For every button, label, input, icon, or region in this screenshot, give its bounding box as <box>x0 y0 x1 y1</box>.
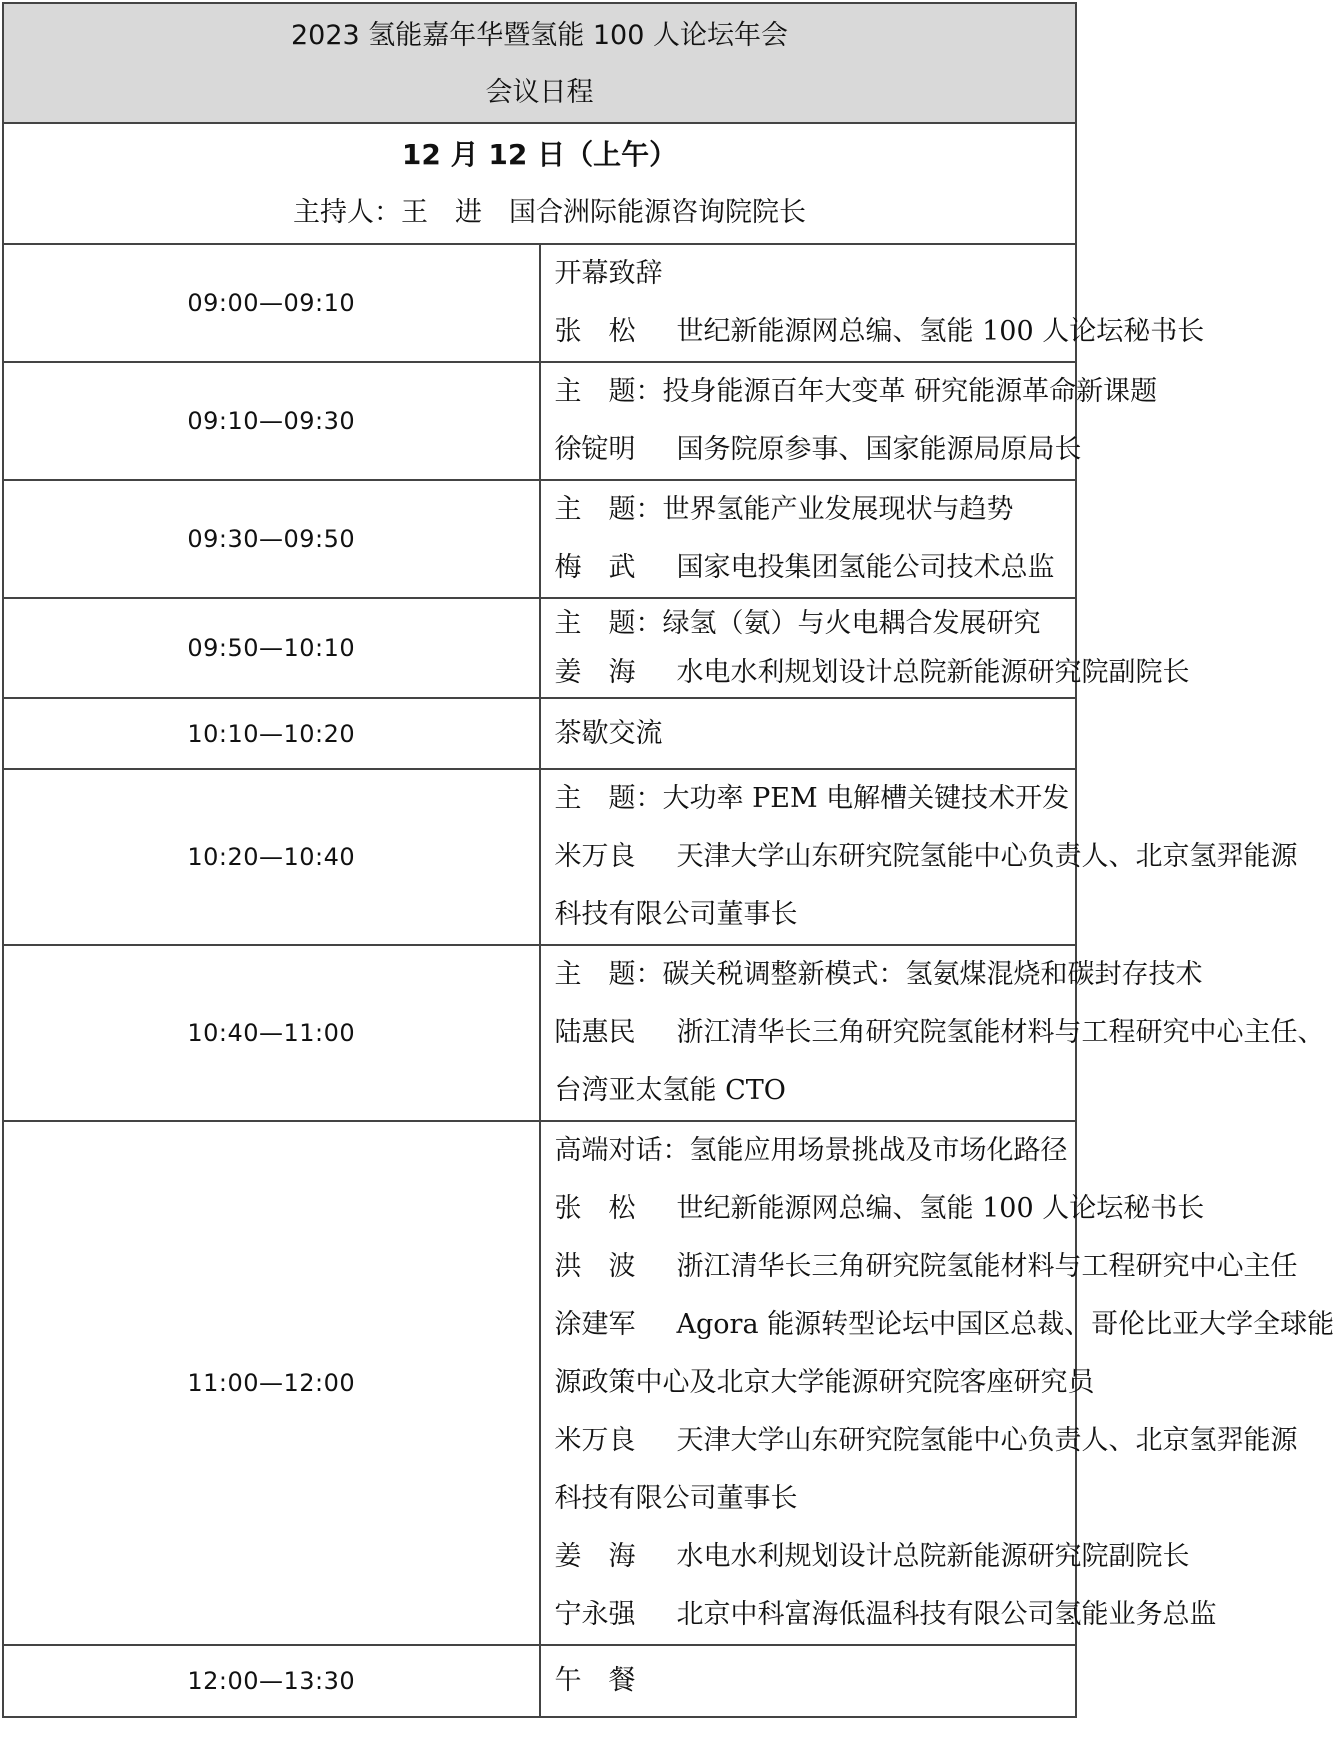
session-detail <box>540 698 1077 769</box>
time-slot: 10:40—11:00 <box>3 945 540 1121</box>
detail-line <box>554 421 1082 479</box>
topic-label: 主 题： <box>554 376 663 407</box>
detail-text: 世界氢能产业发展现状与趋势 <box>662 494 1014 525</box>
speaker-name: 涂建军 <box>554 1309 636 1340</box>
detail-line <box>555 770 1072 828</box>
speaker-name: 徐锭明 <box>554 434 636 465</box>
session-date: 12 月 12 日（上午） <box>401 137 678 171</box>
detail-text: 氢能应用场景挑战及市场化路径 <box>689 1135 1068 1166</box>
detail-text: 天津大学山东研究院氢能中心负责人、北京氢羿能源 <box>676 841 1298 872</box>
detail-line <box>554 1412 1298 1470</box>
detail-text: 源政策中心及北京大学能源研究院客座研究员 <box>554 1367 1095 1398</box>
header-row <box>3 3 1076 123</box>
detail-text: 碳关税调整新模式：氢氨煤混烧和碳封存技术 <box>662 959 1203 990</box>
detail-text: 水电水利规划设计总院新能源研究院副院长 <box>676 657 1190 688</box>
detail-line <box>555 886 1072 944</box>
detail-text: 浙江清华长三角研究院氢能材料与工程研究中心主任、 <box>676 1017 1325 1048</box>
speaker-name: 米万良 <box>554 1425 636 1456</box>
speaker-name: 姜 海 <box>554 657 636 688</box>
speaker-name: 陆惠民 <box>554 1017 636 1048</box>
page-subtitle: 会议日程 <box>485 77 594 108</box>
detail-text: 北京中科富海低温科技有限公司氢能业务总监 <box>676 1599 1217 1630</box>
session-detail <box>540 598 1190 698</box>
detail-line <box>555 539 1072 597</box>
session-detail <box>540 945 1325 1121</box>
detail-text: 世纪新能源网总编、氢能 100 人论坛秘书长 <box>676 316 1205 347</box>
topic-label: 主 题： <box>554 608 663 639</box>
time-slot: 09:50—10:10 <box>3 598 540 698</box>
session-detail <box>540 1121 1334 1645</box>
schedule-row <box>3 1645 1076 1717</box>
detail-text: 台湾亚太氢能 CTO <box>554 1075 786 1106</box>
schedule-row <box>3 1121 1076 1645</box>
detail-line <box>554 363 1158 421</box>
detail-line <box>555 481 1072 539</box>
detail-line <box>554 1238 1298 1296</box>
detail-line <box>554 1586 1217 1644</box>
session-detail <box>540 1645 1077 1717</box>
time-slot: 09:00—09:10 <box>3 244 540 362</box>
time-slot: 09:30—09:50 <box>3 480 540 598</box>
time-slot: 10:20—10:40 <box>3 769 540 945</box>
schedule-row <box>3 244 1076 362</box>
topic-label: 高端对话： <box>554 1135 690 1166</box>
session-host: 主持人：王 进 国合洲际能源咨询院院长 <box>293 196 806 228</box>
detail-line <box>554 946 1203 1004</box>
schedule-row <box>3 769 1076 945</box>
detail-line <box>555 705 1072 763</box>
speaker-name: 梅 武 <box>554 552 636 583</box>
detail-text: 天津大学山东研究院氢能中心负责人、北京氢羿能源 <box>676 1425 1298 1456</box>
speaker-name: 姜 海 <box>554 1541 636 1572</box>
speaker-name: 开幕致辞 <box>554 258 663 289</box>
detail-text: 投身能源百年大变革 研究能源革命新课题 <box>662 376 1158 407</box>
topic-label: 主 题： <box>554 959 663 990</box>
session-detail <box>540 769 1298 945</box>
speaker-name: 洪 波 <box>554 1251 636 1282</box>
detail-text: 浙江清华长三角研究院氢能材料与工程研究中心主任 <box>676 1251 1298 1282</box>
time-slot: 12:00—13:30 <box>3 1645 540 1717</box>
detail-text: 科技有限公司董事长 <box>554 1483 798 1514</box>
detail-line <box>555 1470 1072 1528</box>
schedule-body <box>3 244 1334 1717</box>
detail-text: 绿氢（氨）与火电耦合发展研究 <box>662 608 1041 639</box>
detail-text: 水电水利规划设计总院新能源研究院副院长 <box>676 1541 1190 1572</box>
detail-text: 科技有限公司董事长 <box>554 899 798 930</box>
detail-line <box>554 1004 1325 1062</box>
schedule-row <box>3 480 1076 598</box>
detail-line <box>555 599 1072 648</box>
schedule-row <box>3 698 1076 769</box>
detail-line <box>554 1354 1095 1412</box>
detail-line <box>554 303 1205 361</box>
detail-text: 国家电投集团氢能公司技术总监 <box>676 552 1055 583</box>
detail-line <box>554 1180 1205 1238</box>
detail-line <box>554 1528 1190 1586</box>
detail-line <box>555 245 1072 303</box>
detail-line <box>555 1652 1072 1710</box>
header-cell <box>3 3 1076 123</box>
topic-label: 主 题： <box>554 494 663 525</box>
schedule-row <box>3 362 1076 480</box>
detail-line <box>555 1122 1072 1180</box>
time-slot: 11:00—12:00 <box>3 1121 540 1645</box>
page-title: 2023 氢能嘉年华暨氢能 100 人论坛年会 <box>291 20 788 51</box>
time-slot: 10:10—10:20 <box>3 698 540 769</box>
agenda-table <box>2 2 1334 1718</box>
session-detail <box>540 244 1205 362</box>
speaker-name: 宁永强 <box>554 1599 636 1630</box>
speaker-name: 张 松 <box>554 316 636 347</box>
detail-line <box>555 1062 1072 1120</box>
detail-text: Agora 能源转型论坛中国区总裁、哥伦比亚大学全球能 <box>676 1309 1334 1340</box>
detail-line <box>554 1296 1334 1354</box>
speaker-name: 午 餐 <box>554 1665 636 1696</box>
session-cell <box>3 123 1076 244</box>
detail-line <box>554 828 1298 886</box>
session-detail <box>540 362 1158 480</box>
time-slot: 09:10—09:30 <box>3 362 540 480</box>
speaker-name: 茶歇交流 <box>554 717 663 749</box>
topic-label: 主 题： <box>554 783 663 814</box>
schedule-row <box>3 598 1076 698</box>
speaker-name: 米万良 <box>554 841 636 872</box>
detail-line <box>554 648 1190 697</box>
session-row <box>3 123 1076 244</box>
detail-text: 大功率 PEM 电解槽关键技术开发 <box>662 783 1070 814</box>
session-detail <box>540 480 1077 598</box>
detail-text: 国务院原参事、国家能源局原局长 <box>676 434 1082 465</box>
schedule-row <box>3 945 1076 1121</box>
speaker-name: 张 松 <box>554 1193 636 1224</box>
detail-text: 世纪新能源网总编、氢能 100 人论坛秘书长 <box>676 1193 1205 1224</box>
